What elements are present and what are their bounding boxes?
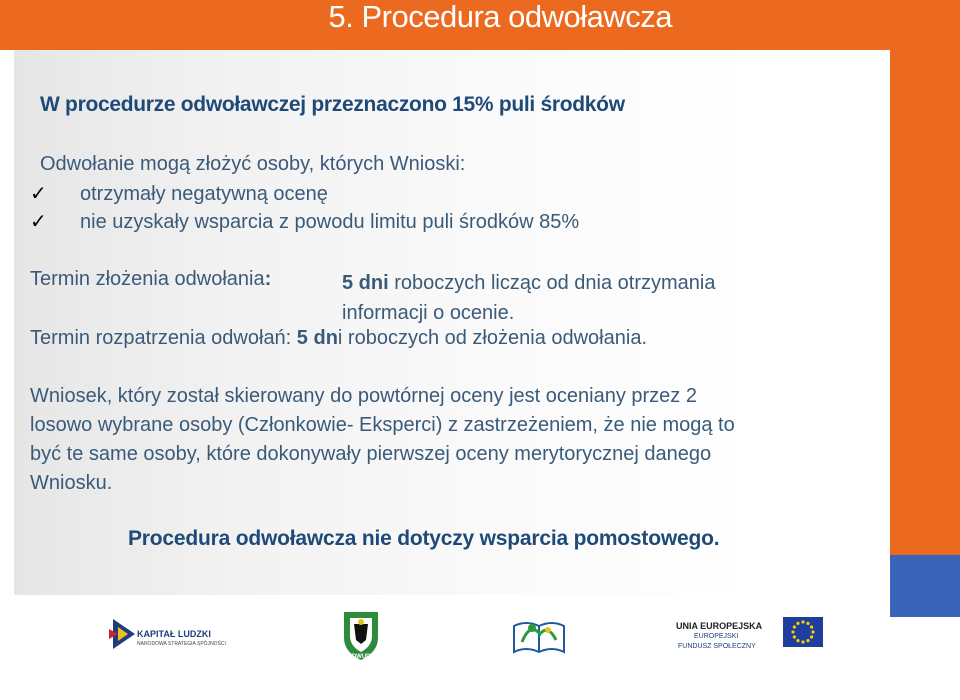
open-book-icon [510,612,568,658]
appeal-deadline-value [342,268,716,328]
bullet-item [30,209,579,234]
eu-flag-icon [783,617,823,647]
title-bar [0,0,960,50]
bullet-text: otrzymały negatywną ocenę [80,183,328,205]
dwup-logo [340,608,382,662]
lead-text: Odwołanie mogą złożyć osoby, których Wnioski: [40,153,466,175]
paragraph-line: losowo wybrane osoby (Członkowie- Eksperci) z zastrzeżeniem, że nie mogą to [30,414,735,436]
right-white-band [890,617,960,700]
review-days: 5 dn [296,327,338,349]
book-logo [510,612,568,658]
appeal-deadline-colon: : [264,268,272,290]
bullet-item [30,181,328,206]
review-deadline-label: Termin rozpatrzenia odwołań: [30,327,297,349]
eu-fund-line2: FUNDUSZ SPOŁECZNY [678,643,756,650]
review-rest: i roboczych od złożenia odwołania. [337,327,647,349]
right-orange-band [890,50,960,555]
section-heading: W procedurze odwoławczej przeznaczono 15% puli środków [40,93,625,116]
kapital-ludzki-tagline: NARODOWA STRATEGIA SPÓJNOŚCI [137,641,226,647]
checkmark-icon: ✓ [30,183,47,205]
eu-fund-line1: EUROPEJSKI [694,633,739,640]
kapital-ludzki-logo [95,605,226,665]
paragraph-line: być te same osoby, które dokonywały pierwszej oceny merytorycznej danego [30,443,712,465]
appeal-days: 5 dni [342,272,389,294]
appeal-deadline-label [30,268,271,291]
appeal-rest-line2: informacji o ocenie. [342,302,515,324]
appeal-deadline-label-text: Termin złożenia odwołania [30,268,265,290]
closing-statement: Procedura odwoławcza nie dotyczy wsparcia pomostowego. [128,527,720,550]
paragraph-line: Wniosek, który został skierowany do powtórnej oceny jest oceniany przez 2 [30,385,697,407]
kapital-ludzki-star-icon [109,619,135,649]
review-deadline [30,327,647,350]
bullet-text: nie uzyskały wsparcia z powodu limitu puli środków 85% [80,211,580,233]
slide-title: 5. Procedura odwoławcza [328,0,672,34]
dwup-emblem-icon [340,608,382,662]
dwup-caption: DWUP [351,654,371,660]
eu-name: UNIA EUROPEJSKA [676,621,763,631]
left-margin [0,50,14,700]
eu-logo [668,605,830,665]
evaluation-paragraph [30,382,890,498]
appeal-rest-line1: roboczych licząc od dnia otrzymania [388,272,716,294]
right-blue-band [890,555,960,617]
paragraph-line: Wniosku. [30,472,113,494]
checkmark-icon: ✓ [30,211,47,233]
kapital-ludzki-name: KAPITAŁ LUDZKI [137,629,211,639]
